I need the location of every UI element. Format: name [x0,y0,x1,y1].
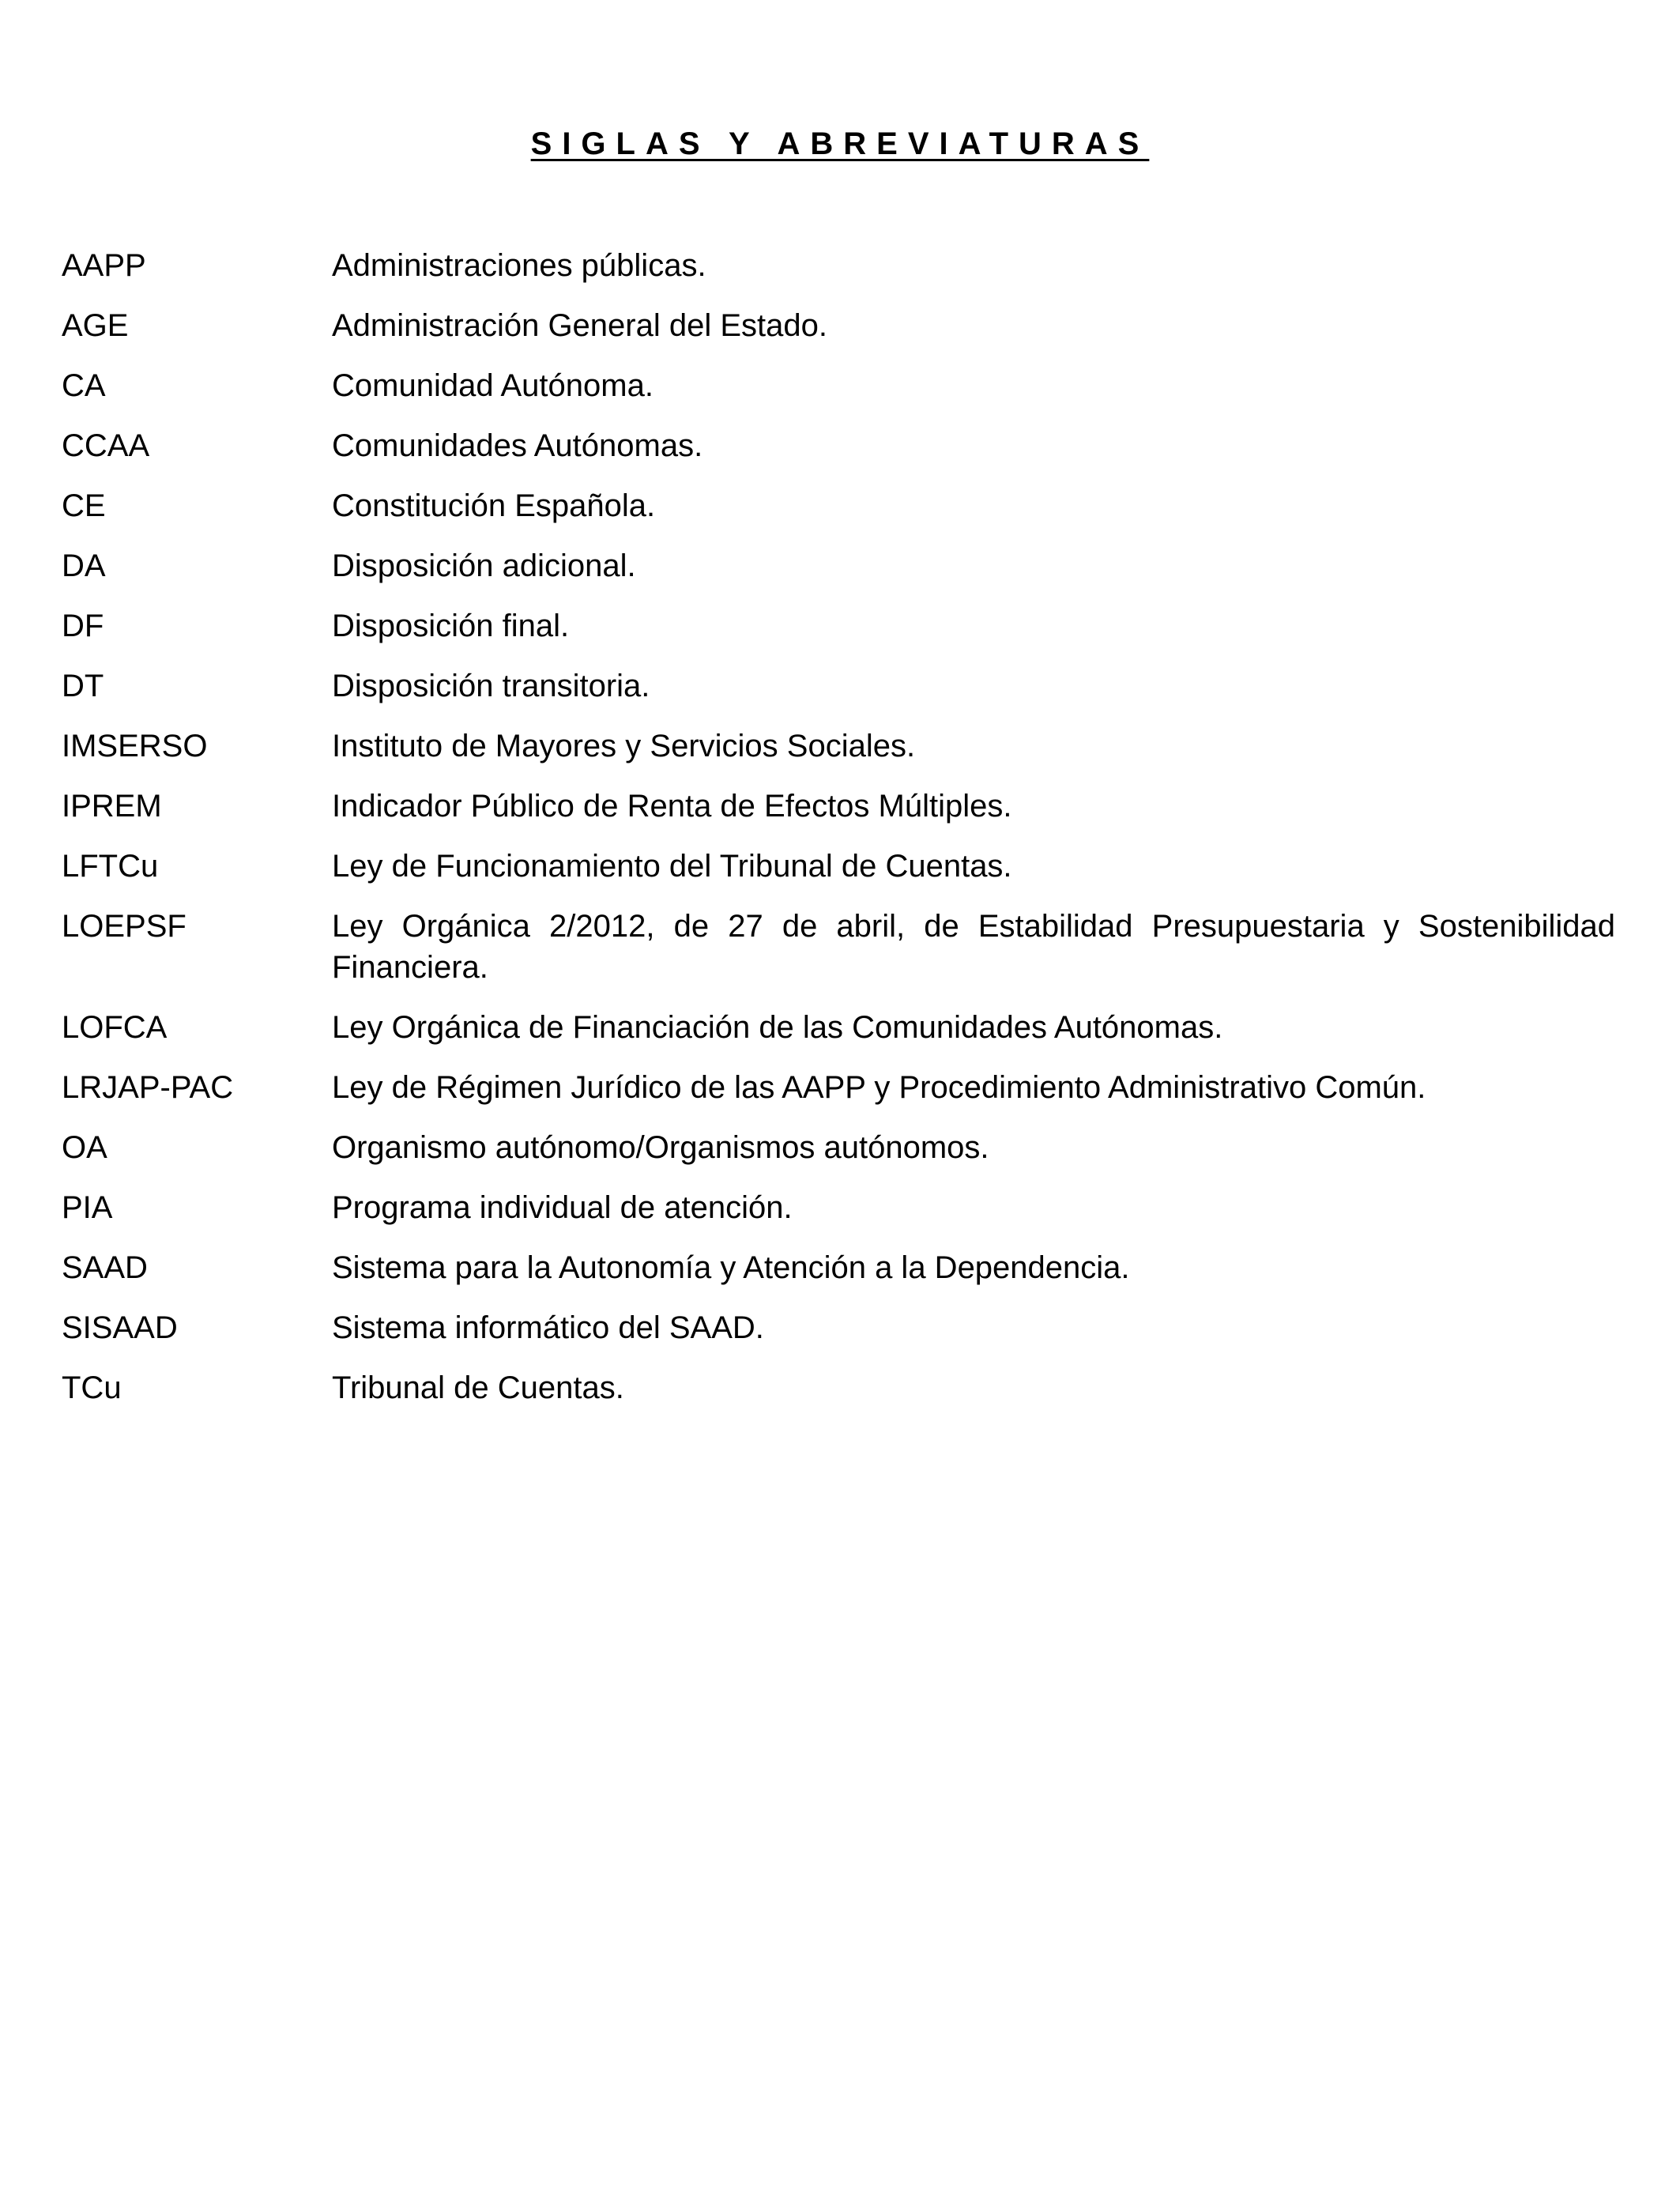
page-title-text: SIGLAS Y ABREVIATURAS [530,126,1150,161]
list-item [62,305,1615,346]
list-item [62,1367,1615,1408]
page-title [0,125,1680,163]
abbreviation-meaning: Administraciones públicas. [332,248,706,283]
list-item [62,245,1615,286]
list-item [62,1247,1615,1288]
abbreviation-list [62,245,1615,1408]
list-item [62,726,1615,767]
abbreviation-meaning: Indicador Público de Renta de Efectos Múltiples. [332,789,1012,824]
abbreviation: DA [62,548,106,583]
list-item [62,1187,1615,1228]
abbreviation: PIA [62,1190,113,1225]
abbreviation: CE [62,488,106,523]
abbreviation-meaning: Comunidades Autónomas. [332,428,703,463]
abbreviation-meaning: Disposición transitoria. [332,669,650,703]
abbreviation-meaning: Sistema informático del SAAD. [332,1310,764,1345]
abbreviation-meaning: Disposición final. [332,609,570,643]
abbreviation-meaning: Disposición adicional. [332,548,636,583]
list-item [62,846,1615,887]
list-item [62,1307,1615,1348]
abbreviation: SAAD [62,1250,148,1285]
abbreviation: CCAA [62,428,150,463]
abbreviation-meaning: Ley de Funcionamiento del Tribunal de Cuentas. [332,849,1012,884]
list-item [62,786,1615,827]
list-item [62,1127,1615,1168]
abbreviation-meaning: Ley Orgánica 2/2012, de 27 de abril, de Estabilidad Presupuestaria y Sostenibilidad Financiera. [332,909,1615,985]
abbreviation-meaning: Administración General del Estado. [332,308,827,343]
abbreviation: SISAAD [62,1310,178,1345]
abbreviation-meaning: Programa individual de atención. [332,1190,793,1225]
abbreviation: TCu [62,1370,122,1405]
abbreviation: DT [62,669,104,703]
abbreviation-meaning: Instituto de Mayores y Servicios Sociales. [332,729,916,763]
abbreviation: DF [62,609,104,643]
list-item [62,545,1615,586]
abbreviation: OA [62,1130,107,1165]
abbreviation: LFTCu [62,849,159,884]
abbreviation-meaning: Comunidad Autónoma. [332,368,654,403]
abbreviation-meaning: Constitución Española. [332,488,656,523]
list-item [62,485,1615,526]
abbreviation: CA [62,368,106,403]
abbreviation: AGE [62,308,129,343]
list-item [62,1007,1615,1048]
abbreviation-meaning: Sistema para la Autonomía y Atención a la Dependencia. [332,1250,1130,1285]
list-item [62,1067,1615,1108]
abbreviation: LOEPSF [62,909,186,944]
list-item [62,605,1615,647]
abbreviation-meaning: Ley Orgánica de Financiación de las Comunidades Autónomas. [332,1010,1223,1045]
list-item [62,906,1615,988]
abbreviation: AAPP [62,248,146,283]
abbreviation: LOFCA [62,1010,168,1045]
list-item [62,665,1615,707]
abbreviation-meaning: Organismo autónomo/Organismos autónomos. [332,1130,989,1165]
abbreviation: LRJAP-PAC [62,1070,234,1105]
abbreviation-meaning: Tribunal de Cuentas. [332,1370,624,1405]
abbreviation: IMSERSO [62,729,208,763]
abbreviation-meaning: Ley de Régimen Jurídico de las AAPP y Procedimiento Administrativo Común. [332,1070,1426,1105]
abbreviation: IPREM [62,789,162,824]
list-item [62,365,1615,406]
list-item [62,425,1615,466]
